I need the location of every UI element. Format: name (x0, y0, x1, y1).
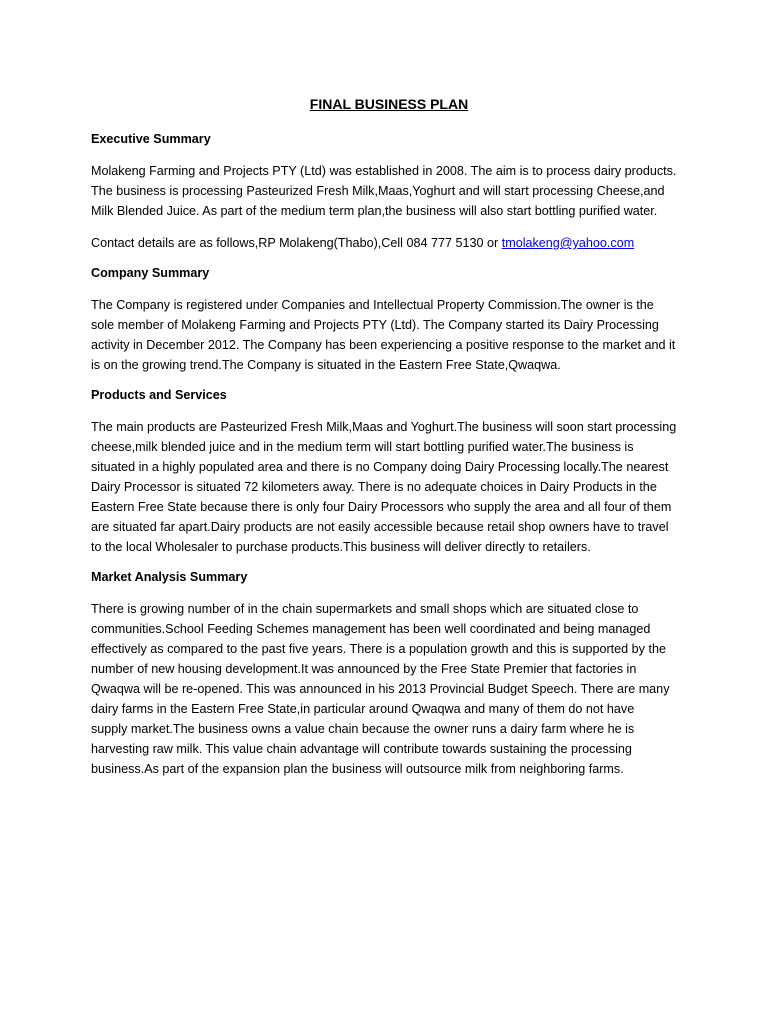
paragraph-line: The main products are Pasteurized Fresh Milk,Maas and Yoghurt.The business will soon start processing (91, 420, 677, 434)
paragraph-line: The Company is registered under Companies and Intellectual Property Commission.The owner is the (91, 298, 654, 312)
paragraph-line: Dairy Processor is situated 72 kilometers away. There is no adequate choices in Dairy Products in the (91, 480, 657, 494)
document-title: FINAL BUSINESS PLAN (309, 96, 469, 112)
paragraph-line: The business is processing Pasteurized Fresh Milk,Maas,Yoghurt and will start processing Cheese,and (91, 184, 665, 198)
paragraph-line: is on the growing trend.The Company is situated in the Eastern Free State,Qwaqwa. (91, 358, 561, 372)
section-company-summary (91, 265, 683, 375)
section-heading: Executive Summary (91, 132, 211, 146)
paragraph-line: effectively as compared to the past five years. There is a population growth and this is supported by the (91, 642, 666, 656)
paragraph-line: harvesting raw milk. This value chain advantage will contribute towards sustaining the processing (91, 742, 632, 756)
section-executive-summary (91, 131, 683, 253)
section-heading: Company Summary (91, 266, 210, 280)
paragraph-line: sole member of Molakeng Farming and Projects PTY (Ltd). The Company started its Dairy Processing (91, 318, 659, 332)
document-body (91, 95, 683, 791)
paragraph-line: are situated far apart.Dairy products are not easily accessible because retail shop owners have to travel (91, 520, 669, 534)
section-paragraph (91, 295, 683, 375)
section-products-and-services (91, 387, 683, 557)
section-paragraph (91, 417, 683, 557)
section-paragraph (91, 599, 683, 779)
paragraph-line: Milk Blended Juice. As part of the medium term plan,the business will also start bottling purified water. (91, 204, 658, 218)
paragraph-line: communities.School Feeding Schemes management has been well coordinated and being managed (91, 622, 651, 636)
paragraph-line: situated in a highly populated area and there is no Company doing Dairy Processing locally.The nearest (91, 460, 669, 474)
paragraph-line: to the local Wholesaler to purchase products.This business will deliver directly to retailers. (91, 540, 591, 554)
email-link[interactable]: tmolakeng@yahoo.com (501, 236, 635, 250)
paragraph-line: cheese,milk blended juice and in the medium term will start bottling purified water.The business is (91, 440, 634, 454)
section-heading: Market Analysis Summary (91, 570, 248, 584)
paragraph-line: supply market.The business owns a value chain because the owner runs a dairy farm where he is (91, 722, 635, 736)
paragraph-line: Qwaqwa will be re-opened. This was announced in his 2013 Provincial Budget Speech. There are many (91, 682, 670, 696)
paragraph-line: Molakeng Farming and Projects PTY (Ltd) was established in 2008. The aim is to process dairy products. (91, 164, 677, 178)
paragraph-line: business.As part of the expansion plan the business will outsource milk from neighboring farms. (91, 762, 624, 776)
section-market-analysis-summary (91, 569, 683, 779)
contact-details (91, 233, 683, 253)
paragraph-line: dairy farms in the Eastern Free State,in particular around Qwaqwa and many of them do not have (91, 702, 635, 716)
paragraph-line: There is growing number of in the chain supermarkets and small shops which are situated close to (91, 602, 639, 616)
section-heading: Products and Services (91, 388, 227, 402)
paragraph-line: Eastern Free State because there is only four Dairy Processors who supply the area and all four of them (91, 500, 672, 514)
section-paragraph (91, 161, 683, 221)
contact-text: Contact details are as follows,RP Molakeng(Thabo),Cell 084 777 5130 or (91, 236, 502, 250)
paragraph-line: number of new housing development.It was announced by the Free State Premier that factories in (91, 662, 637, 676)
paragraph-line: activity in December 2012. The Company has been experiencing a positive response to the market and it (91, 338, 676, 352)
